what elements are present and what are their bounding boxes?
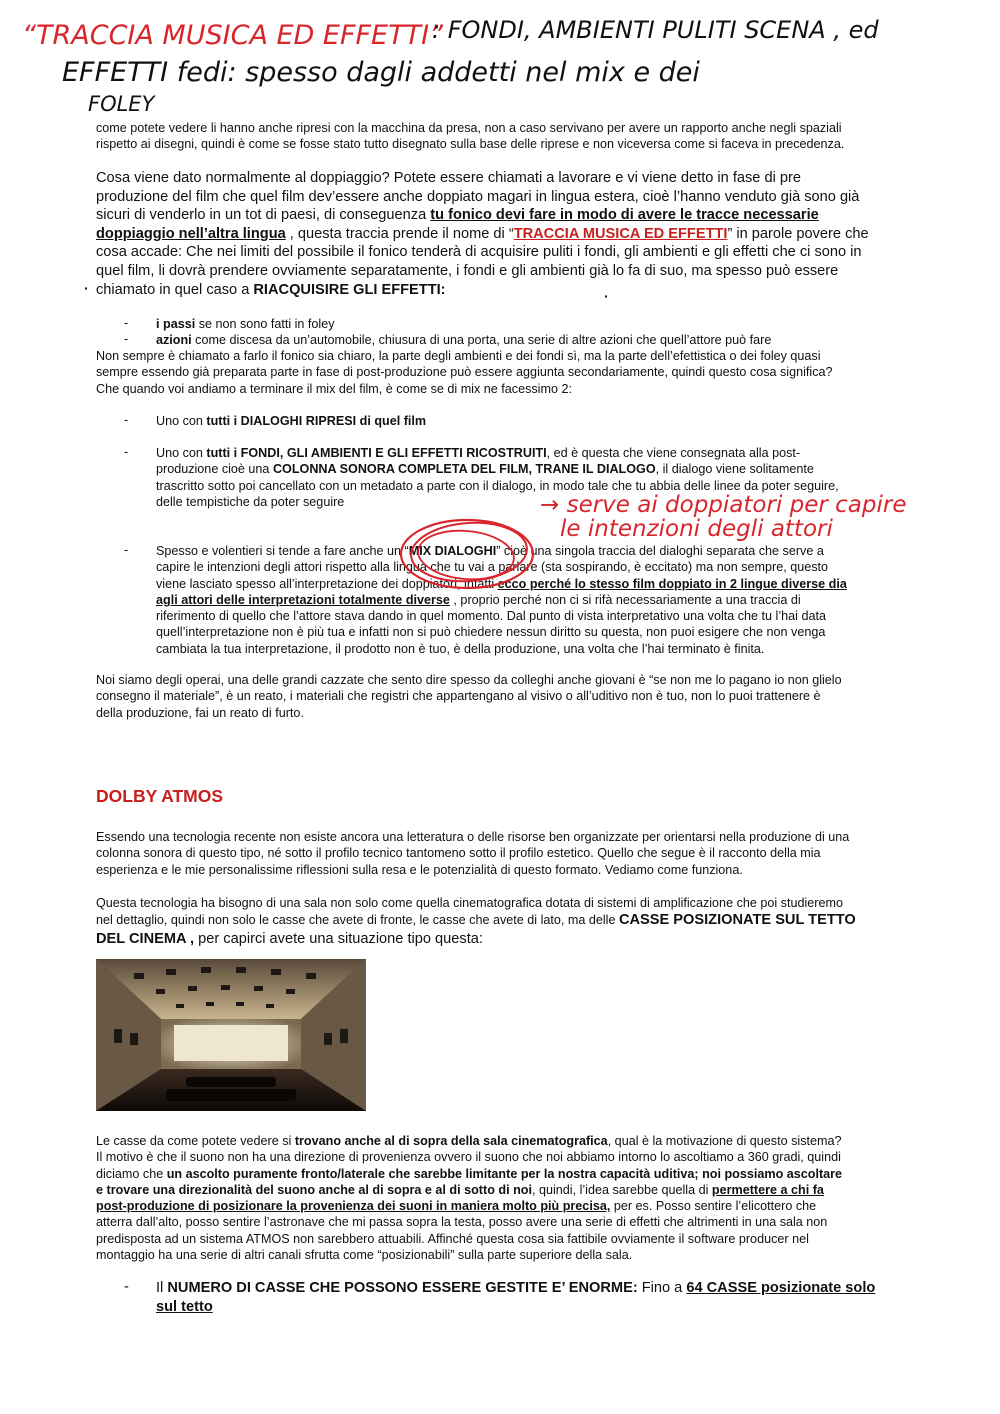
paragraph-dolby-sala: Questa tecnologia ha bisogno di una sala non solo come quella cinematografica dotata di sistemi di amplificazione che poi studieremo nel dettaglio, quindi non solo le casse che avete di fronte, le casse che avete di lato, ma delle CASSE POSIZIONATE SUL TETTO DEL CINEMA , per capirci avete una situazione tipo questa: (96, 896, 856, 947)
handwritten-annotation-black-3: FOLEY (88, 92, 155, 116)
list-dash: - (124, 1279, 129, 1295)
cinema-hall-photo (96, 959, 366, 1111)
paragraph-dolby-intro: Essendo una tecnologia recente non esiste ancora una letteratura o delle risorse ben organizzate per orientarsi nella produzione di una colonna sonora di questo tipo, né sotto il profilo tecnico tantomeno sotto il profilo estetico. Quello che segue è il racconto della mia esperienza e le mie personalissime riflessioni sulla resa e le potenzialità di questo formato. Vediamo come funziona. (96, 830, 850, 877)
list-dash: - (124, 332, 129, 346)
handwritten-annotation-black-2: EFFETTI fedi: spesso dagli addetti nel mix e dei (62, 57, 700, 88)
handwritten-circle-annotation (395, 508, 545, 598)
paragraph-mix: Non sempre è chiamato a farlo il fonico sia chiaro, la parte degli ambienti e dei fondi sì, ma la parte dell’efettistica o dei foley quasi sempre essendo già preparata parte in fase di post-produzione può essere aggiunta secondariamente, quindi questo cosa significa? Che quando voi andiamo a terminare il mix del film, è come se di mix ne facessimo 2: (96, 349, 833, 396)
handwritten-annotation-red: “TRACCIA MUSICA ED EFFETTI” (22, 20, 444, 51)
list-dash: - (124, 543, 129, 557)
handwritten-side-note-2: le intenzioni degli attori (560, 516, 833, 542)
paragraph-doppiaggio: Cosa viene dato normalmente al doppiaggio? Potete essere chiamati a lavorare e vi viene detto in fase di pre produzione del film che quel film dev’essere anche doppiato magari in lingua estera, cioè l’hanno venduto già sono già sicuri di venderlo in un tot di paesi, di conseguenza tu fonico devi fare in modo di avere le tracce necessarie doppiaggio nell’altra lingua , questa traccia prende il nome di “TRACCIA MUSICA ED EFFETTI” in parole povere che cosa accade: Che nei limiti del possibile il fonico tenderà di acquisire puliti i fondi, gli ambienti e gli effetti che ci sono in quel film, li dovrà prendere ovviamente separatamente, i fondi e gli ambienti già lo fa di suo, ma spesso può essere chiamato in quel caso a RIACQUISIRE GLI EFFETTI: (96, 170, 869, 298)
section-heading-dolby-atmos: DOLBY ATMOS (96, 786, 224, 806)
list-item-passi: i passi se non sono fatti in foley (156, 317, 335, 331)
handwritten-annotation-black-1: : FONDI, AMBIENTI PULITI SCENA , ed (432, 16, 879, 44)
list-item-mix-dialoghi: Spesso e volentieri si tende a fare anche un “MIX DIALOGHI” cioè una singola traccia del dialoghi separata che serve a capire le intenzioni degli attori rispetto alla lingua che tu vai a parlare (sta sospirando, è eccitato) ma non sempre, questo viene lasciato spesso all’interpretazione dei doppiatori, infatti ecco perché lo stesso film doppiato in 2 lingue diverse dia agli attori delle interpretazioni totalmente diverse , proprio perché non ci si rifà necessariamente a una traccia di riferimento di quello che l’attore stava dando in quel momento. Dal punto di vista interpretativo una volta che tu l’hai data quell’interpretazione non è più tua e infatti non si può chiedere nessun diritto su questa, non puoi esigere che non venga cambiata la tua interpretazione, il prodotto non è tuo, è della produzione, una volta che l’hai terminato è finita. (156, 544, 847, 656)
list-dash: - (124, 445, 129, 459)
list-item-dialoghi: Uno con tutti i DIALOGHI RIPRESI di quel film (156, 414, 427, 428)
stray-dot: · (604, 288, 609, 304)
paragraph-dolby-casse: Le casse da come potete vedere si trovano anche al di sopra della sala cinematografica, qual è la motivazione di questo sistema? Il motivo è che il suono non ha una direzione di provenienza ovvero il suono che noi abbiamo intorno lo ascoltiamo a 360 gradi, quindi diciamo che un ascolto puramente fronto/laterale che sarebbe limitante per la nostra capacità uditiva; noi possiamo ascoltare e trovare una direzionalità del suono anche al di sopra e al di sotto di noi, quindi, l’idea sarebbe quella di permettere a chi fa post-produzione di posizionare la provenienza dei suoni in maniera molto più precisa, per es. Posso sentire l’elicottero che atterra dall’alto, posso sentire l’astronave che mi passa sopra la testa, posso avere una serie di effetti che altrimenti in una sala non predisposta ad un sistema ATMOS non sarebbero attuabili. Affinché questa cosa sia fattibile ovviamente il software producer nel montaggio ha una serie di altri canali sfrutta come “posizionabili” sulla parte superiore della sala. (96, 1134, 843, 1263)
list-item-fondi: Uno con tutti i FONDI, GLI AMBIENTI E GLI EFFETTI RICOSTRUITI, ed è questa che viene consegnata alla post- produzione cioè una COLONNA SONORA COMPLETA DEL FILM, TRANE IL DIALOGO, il dialogo viene solitamente trascritto sotto poi cancellato con un metadato a parte con il dialogo, in modo tale che tu abbia delle linee da poter seguire, delle tempistiche da poter seguire (156, 446, 839, 509)
stray-dot: · (84, 280, 89, 296)
paragraph-intro: come potete vedere li hanno anche ripresi con la macchina da presa, non a caso servivano per avere un rapporto anche negli spaziali rispetto ai disegni, quindi è come se fosse stato tutto disegnato sulla base delle riprese e non viceversa come si faceva in precedenza. (96, 121, 845, 152)
list-dash: - (124, 413, 129, 427)
list-dash: - (124, 316, 129, 330)
handwritten-side-note-1: → serve ai doppiatori per capire (540, 492, 907, 518)
paragraph-operai: Noi siamo degli operai, una delle grandi cazzate che sento dire spesso da colleghi anche giovani è “se non me lo pagano io non glielo consegno il materiale”, è un reato, i materiali che registri che appartengano al visivo o all’uditivo non è tuo, non lo puoi trattenere è della produzione, fai un reato di furto. (96, 673, 842, 720)
list-item-numero-casse: Il NUMERO DI CASSE CHE POSSONO ESSERE GESTITE E’ ENORME: Fino a 64 CASSE posizionate solo sul tetto (156, 1280, 876, 1315)
list-item-azioni: azioni come discesa da un’automobile, chiusura di una porta, una serie di altre azioni che quell’attore può fare (156, 333, 772, 347)
